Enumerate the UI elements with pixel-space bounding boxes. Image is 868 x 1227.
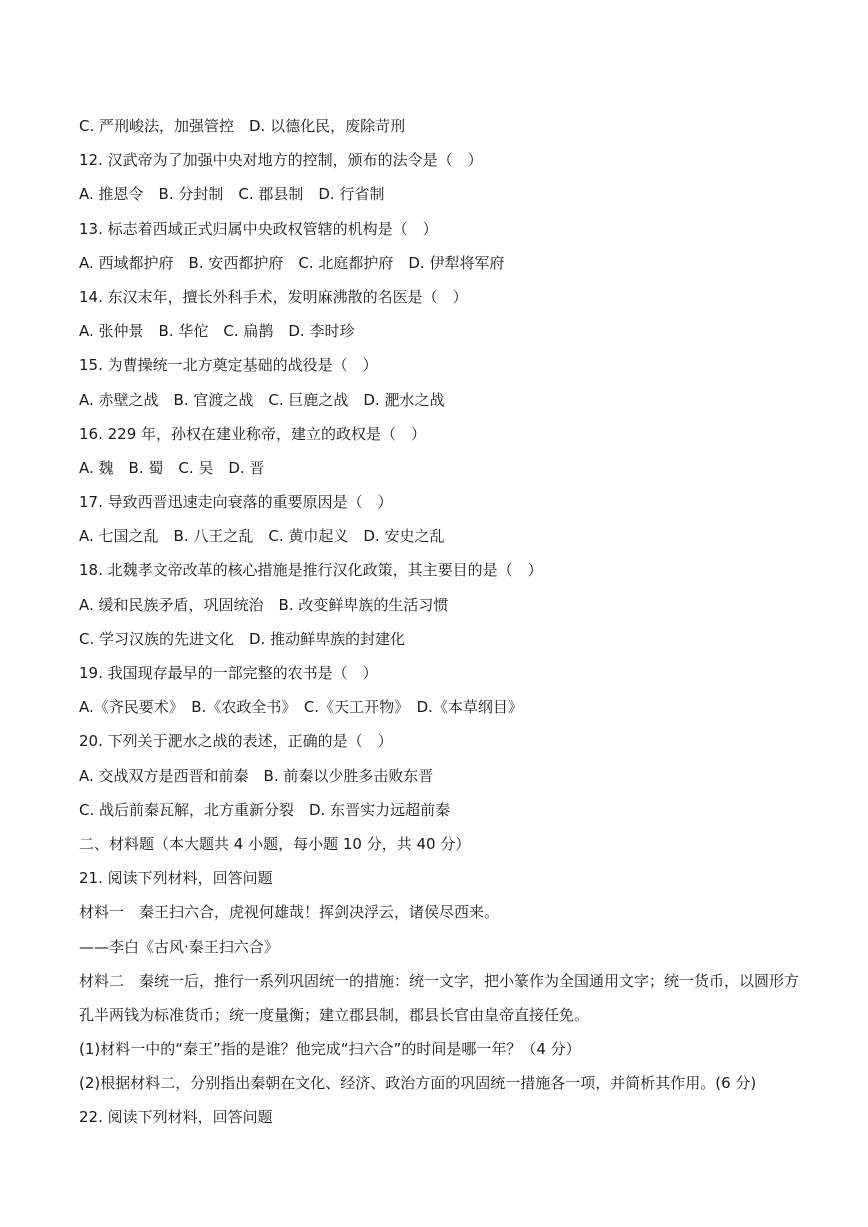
question-17: 17. 导致西晋迅速走向衰落的重要原因是（ ） xyxy=(79,493,393,512)
q13-options: A. 西域都护府 B. 安西都护府 C. 北庭都护府 D. 伊犁将军府 xyxy=(79,253,505,272)
section-heading-material: 二、材料题（本大题共 4 小题，每小题 10 分，共 40 分） xyxy=(79,834,471,853)
q12-options: A. 推恩令 B. 分封制 C. 郡县制 D. 行省制 xyxy=(79,185,385,204)
question-21: 21. 阅读下列材料，回答问题 xyxy=(79,869,273,888)
q17-options: A. 七国之乱 B. 八王之乱 C. 黄巾起义 D. 安史之乱 xyxy=(79,527,445,546)
question-20: 20. 下列关于淝水之战的表述，正确的是（ ） xyxy=(79,732,393,751)
q16-options: A. 魏 B. 蜀 C. 吴 D. 晋 xyxy=(79,458,265,477)
material-1-source: ——李白《古风·秦王扫六合》 xyxy=(79,937,279,956)
question-19: 19. 我国现存最早的一部完整的农书是（ ） xyxy=(79,664,378,682)
q14-options: A. 张仲景 B. 华佗 C. 扁鹊 D. 李时珍 xyxy=(79,322,355,341)
q18-options-cd: C. 学习汉族的先进文化 D. 推动鲜卑族的封建化 xyxy=(79,629,406,648)
q15-options: A. 赤壁之战 B. 官渡之战 C. 巨鹿之战 D. 淝水之战 xyxy=(79,390,445,409)
question-12: 12. 汉武帝为了加强中央对地方的控制，颁布的法令是（ ） xyxy=(79,151,483,170)
q21-subquestion-2: (2)根据材料二，分别指出秦朝在文化、经济、政治方面的巩固统一措施各一项，并简析其作用。(6 分) xyxy=(79,1074,757,1093)
question-15: 15. 为曹操统一北方奠定基础的战役是（ ） xyxy=(79,356,378,375)
question-14: 14. 东汉末年，擅长外科手术，发明麻沸散的名医是（ ） xyxy=(79,287,468,306)
q20-options-cd: C. 战后前秦瓦解，北方重新分裂 D. 东晋实力远超前秦 xyxy=(79,800,451,819)
q18-options-ab: A. 缓和民族矛盾，巩固统治 B. 改变鲜卑族的生活习惯 xyxy=(79,595,449,614)
material-1: 材料一 秦王扫六合，虎视何雄哉！挥剑决浮云，诸侯尽西来。 xyxy=(79,903,500,922)
q11-options-cd: C. 严刑峻法，加强管控 D. 以德化民，废除苛刑 xyxy=(79,117,406,135)
exam-content xyxy=(79,109,809,1135)
q20-options-ab: A. 交战双方是西晋和前秦 B. 前秦以少胜多击败东晋 xyxy=(79,766,434,785)
question-16: 16. 229 年，孙权在建业称帝，建立的政权是（ ） xyxy=(79,424,427,443)
material-2: 材料二 秦统一后，推行一系列巩固统一的措施：统一文字，把小篆作为全国通用文字；统一货币，以圆形方孔半两钱为标准货币；统一度量衡；建立郡县制，郡县长官由皇帝直接任免。 xyxy=(79,971,800,1024)
question-18: 18. 北魏孝文帝改革的核心措施是推行汉化政策，其主要目的是（ ） xyxy=(79,561,543,580)
question-13: 13. 标志着西域正式归属中央政权管辖的机构是（ ） xyxy=(79,219,438,238)
question-22: 22. 阅读下列材料，回答问题 xyxy=(79,1108,273,1127)
q21-subquestion-1: (1)材料一中的“秦王”指的是谁？他完成“扫六合”的时间是哪一年？（4 分） xyxy=(79,1040,581,1059)
q19-options: A.《齐民要术》 B.《农政全书》 C.《天工开物》 D.《本草纲目》 xyxy=(79,698,523,717)
